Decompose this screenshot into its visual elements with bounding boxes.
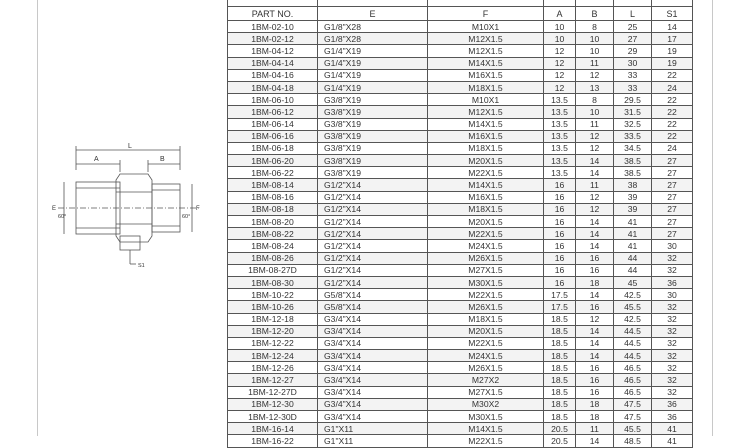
- cell-part-no: 1BM-12-27D: [228, 386, 318, 398]
- cell-b: 13: [576, 81, 614, 93]
- cell-a: 13.5: [544, 118, 576, 130]
- cell-l: 38: [614, 179, 652, 191]
- cell-a: 13.5: [544, 94, 576, 106]
- cell-s1: 22: [652, 106, 693, 118]
- cell-l: 44: [614, 264, 652, 276]
- cell-e: G1/4"X19: [318, 81, 428, 93]
- table-row: [228, 33, 693, 45]
- cell-a: 13.5: [544, 155, 576, 167]
- cell-s1: 22: [652, 118, 693, 130]
- cell-l: 33: [614, 69, 652, 81]
- cell-f: M30X2: [428, 398, 544, 410]
- cell-f: M10X1: [428, 94, 544, 106]
- cell-a: 16: [544, 252, 576, 264]
- cell-a: 18.5: [544, 325, 576, 337]
- cell-e: G3/4"X14: [318, 386, 428, 398]
- cell-f: M16X1.5: [428, 191, 544, 203]
- diagram-label-b: B: [160, 156, 165, 163]
- cell-b: 16: [576, 386, 614, 398]
- header-l: L: [614, 7, 652, 21]
- cell-s1: 24: [652, 81, 693, 93]
- cell-f: M14X1.5: [428, 57, 544, 69]
- cell-part-no: 1BM-08-30: [228, 276, 318, 288]
- cell-part-no: 1BM-04-16: [228, 69, 318, 81]
- cell-a: 16: [544, 179, 576, 191]
- cell-s1: 32: [652, 264, 693, 276]
- cell-a: 18.5: [544, 386, 576, 398]
- cell-f: M20X1.5: [428, 155, 544, 167]
- cell-e: G1/8"X28: [318, 33, 428, 45]
- cell-b: 14: [576, 240, 614, 252]
- cell-part-no: 1BM-06-16: [228, 130, 318, 142]
- cell-e: G3/4"X14: [318, 411, 428, 423]
- cell-s1: 32: [652, 374, 693, 386]
- cell-a: 16: [544, 216, 576, 228]
- table-row: [228, 57, 693, 69]
- cell-l: 34.5: [614, 142, 652, 154]
- cell-s1: 32: [652, 313, 693, 325]
- cell-l: 30: [614, 57, 652, 69]
- cell-e: G1/2"X14: [318, 228, 428, 240]
- fittings-spec-table: [227, 0, 693, 448]
- cell-b: 14: [576, 325, 614, 337]
- cell-a: 10: [544, 21, 576, 33]
- cell-f: M26X1.5: [428, 301, 544, 313]
- cell-b: 16: [576, 264, 614, 276]
- cell-e: G1/2"X14: [318, 216, 428, 228]
- cell-s1: 22: [652, 69, 693, 81]
- cell-l: 38.5: [614, 155, 652, 167]
- cell-s1: 32: [652, 252, 693, 264]
- header-part-no: PART NO.: [228, 7, 318, 21]
- cell-b: 10: [576, 45, 614, 57]
- cell-f: M10X1: [428, 21, 544, 33]
- cell-e: G1/2"X14: [318, 252, 428, 264]
- diagram-label-f: F: [196, 206, 200, 212]
- cell-e: G3/4"X14: [318, 374, 428, 386]
- cell-l: 45: [614, 276, 652, 288]
- cell-a: 16: [544, 203, 576, 215]
- cell-part-no: 1BM-16-22: [228, 435, 318, 447]
- cell-e: G1/4"X19: [318, 45, 428, 57]
- cell-s1: 32: [652, 325, 693, 337]
- cell-b: 14: [576, 155, 614, 167]
- cell-part-no: 1BM-06-18: [228, 142, 318, 154]
- cell-f: M12X1.5: [428, 33, 544, 45]
- cell-f: M22X1.5: [428, 435, 544, 447]
- table-row: [228, 398, 693, 410]
- cell-b: 14: [576, 289, 614, 301]
- cell-a: 20.5: [544, 435, 576, 447]
- cell-e: G1/2"X14: [318, 203, 428, 215]
- cell-e: G1"X11: [318, 435, 428, 447]
- cell-a: 13.5: [544, 106, 576, 118]
- cell-b: 18: [576, 276, 614, 288]
- cell-b: 8: [576, 94, 614, 106]
- cell-l: 33: [614, 81, 652, 93]
- cell-f: M20X1.5: [428, 216, 544, 228]
- header-a: A: [544, 7, 576, 21]
- cell-part-no: 1BM-04-12: [228, 45, 318, 57]
- table-row: [228, 130, 693, 142]
- cell-s1: 14: [652, 21, 693, 33]
- cell-e: G1/8"X28: [318, 21, 428, 33]
- cell-part-no: 1BM-12-30D: [228, 411, 318, 423]
- cell-b: 12: [576, 142, 614, 154]
- cell-f: M22X1.5: [428, 228, 544, 240]
- cell-s1: 32: [652, 301, 693, 313]
- cell-a: 16: [544, 276, 576, 288]
- cell-s1: 27: [652, 216, 693, 228]
- table-header-row: [228, 7, 693, 21]
- cell-part-no: 1BM-06-20: [228, 155, 318, 167]
- cell-s1: 27: [652, 179, 693, 191]
- cell-e: G5/8"X14: [318, 289, 428, 301]
- table-row: [228, 289, 693, 301]
- cell-e: G1"X11: [318, 423, 428, 435]
- cell-b: 11: [576, 118, 614, 130]
- header-f: F: [428, 7, 544, 21]
- table-row: [228, 423, 693, 435]
- cell-f: M22X1.5: [428, 289, 544, 301]
- table-row: [228, 45, 693, 57]
- cell-a: 17.5: [544, 301, 576, 313]
- cell-part-no: 1BM-08-24: [228, 240, 318, 252]
- cell-s1: 22: [652, 94, 693, 106]
- cell-a: 10: [544, 33, 576, 45]
- cell-b: 14: [576, 435, 614, 447]
- cell-e: G3/8"X19: [318, 106, 428, 118]
- cell-e: G3/4"X14: [318, 362, 428, 374]
- cell-l: 41: [614, 240, 652, 252]
- cell-part-no: 1BM-10-22: [228, 289, 318, 301]
- cell-l: 33.5: [614, 130, 652, 142]
- cell-s1: 27: [652, 191, 693, 203]
- cell-part-no: 1BM-08-16: [228, 191, 318, 203]
- cell-b: 18: [576, 398, 614, 410]
- cell-s1: 41: [652, 435, 693, 447]
- cell-part-no: 1BM-02-12: [228, 33, 318, 45]
- cell-part-no: 1BM-16-14: [228, 423, 318, 435]
- cell-b: 12: [576, 203, 614, 215]
- cell-f: M24X1.5: [428, 240, 544, 252]
- cell-part-no: 1BM-12-22: [228, 337, 318, 349]
- cell-s1: 30: [652, 289, 693, 301]
- cell-b: 11: [576, 57, 614, 69]
- table-row: [228, 21, 693, 33]
- table-row: [228, 301, 693, 313]
- cell-e: G3/4"X14: [318, 350, 428, 362]
- cell-l: 29.5: [614, 94, 652, 106]
- cell-l: 32.5: [614, 118, 652, 130]
- cell-s1: 27: [652, 155, 693, 167]
- cell-a: 16: [544, 228, 576, 240]
- header-e: E: [318, 7, 428, 21]
- table-row: [228, 411, 693, 423]
- cell-part-no: 1BM-08-20: [228, 216, 318, 228]
- table-row: [228, 276, 693, 288]
- table-row: [228, 81, 693, 93]
- cell-a: 12: [544, 45, 576, 57]
- cell-e: G3/8"X19: [318, 167, 428, 179]
- table-row: [228, 179, 693, 191]
- cell-e: G3/8"X19: [318, 155, 428, 167]
- cell-a: 20.5: [544, 423, 576, 435]
- cell-e: G3/4"X14: [318, 313, 428, 325]
- cell-b: 16: [576, 374, 614, 386]
- cell-b: 16: [576, 301, 614, 313]
- cell-a: 18.5: [544, 337, 576, 349]
- cell-l: 48.5: [614, 435, 652, 447]
- cell-s1: 36: [652, 276, 693, 288]
- cell-l: 31.5: [614, 106, 652, 118]
- cell-s1: 30: [652, 240, 693, 252]
- cell-f: M18X1.5: [428, 203, 544, 215]
- cell-f: M22X1.5: [428, 167, 544, 179]
- cell-l: 42.5: [614, 289, 652, 301]
- cell-f: M22X1.5: [428, 337, 544, 349]
- cell-b: 14: [576, 350, 614, 362]
- cell-l: 45.5: [614, 423, 652, 435]
- cell-e: G3/4"X14: [318, 337, 428, 349]
- cell-a: 18.5: [544, 313, 576, 325]
- header-s1: S1: [652, 7, 693, 21]
- cell-b: 11: [576, 179, 614, 191]
- table-row: [228, 386, 693, 398]
- cell-b: 8: [576, 21, 614, 33]
- cell-a: 18.5: [544, 411, 576, 423]
- cell-e: G3/8"X19: [318, 142, 428, 154]
- cell-b: 16: [576, 252, 614, 264]
- cell-a: 17.5: [544, 289, 576, 301]
- cell-l: 45.5: [614, 301, 652, 313]
- cell-f: M26X1.5: [428, 362, 544, 374]
- cell-f: M27X2: [428, 374, 544, 386]
- cell-a: 13.5: [544, 142, 576, 154]
- cell-f: M20X1.5: [428, 325, 544, 337]
- diagram-label-a: A: [94, 156, 99, 163]
- cell-part-no: 1BM-06-10: [228, 94, 318, 106]
- table-row: [228, 167, 693, 179]
- cell-f: M14X1.5: [428, 179, 544, 191]
- cell-f: M16X1.5: [428, 69, 544, 81]
- cell-e: G1/2"X14: [318, 240, 428, 252]
- cell-b: 12: [576, 191, 614, 203]
- cell-part-no: 1BM-06-14: [228, 118, 318, 130]
- cell-s1: 36: [652, 411, 693, 423]
- cell-l: 42.5: [614, 313, 652, 325]
- diagram-label-e: E: [52, 206, 57, 212]
- table-row: [228, 252, 693, 264]
- table-row: [228, 362, 693, 374]
- table-row: [228, 118, 693, 130]
- cell-l: 46.5: [614, 374, 652, 386]
- cell-part-no: 1BM-08-22: [228, 228, 318, 240]
- cell-e: G3/4"X14: [318, 325, 428, 337]
- table-row: [228, 106, 693, 118]
- cell-f: M16X1.5: [428, 130, 544, 142]
- cell-a: 16: [544, 191, 576, 203]
- cell-b: 10: [576, 33, 614, 45]
- cell-l: 41: [614, 216, 652, 228]
- cell-l: 39: [614, 191, 652, 203]
- cell-e: G1/4"X19: [318, 57, 428, 69]
- cell-f: M27X1.5: [428, 386, 544, 398]
- cell-e: G3/8"X19: [318, 130, 428, 142]
- cell-a: 18.5: [544, 362, 576, 374]
- cell-f: M14X1.5: [428, 118, 544, 130]
- cell-f: M18X1.5: [428, 81, 544, 93]
- table-row: [228, 435, 693, 447]
- cell-l: 41: [614, 228, 652, 240]
- cell-e: G3/8"X19: [318, 94, 428, 106]
- table-row: [228, 374, 693, 386]
- cell-l: 47.5: [614, 398, 652, 410]
- cell-l: 46.5: [614, 386, 652, 398]
- cell-part-no: 1BM-04-14: [228, 57, 318, 69]
- cell-l: 44: [614, 252, 652, 264]
- cell-part-no: 1BM-08-14: [228, 179, 318, 191]
- cell-l: 44.5: [614, 337, 652, 349]
- table-row: [228, 325, 693, 337]
- cell-e: G1/2"X14: [318, 191, 428, 203]
- cell-f: M12X1.5: [428, 106, 544, 118]
- cell-e: G1/2"X14: [318, 179, 428, 191]
- cell-part-no: 1BM-12-18: [228, 313, 318, 325]
- cell-l: 25: [614, 21, 652, 33]
- cell-f: M26X1.5: [428, 252, 544, 264]
- cell-a: 12: [544, 81, 576, 93]
- cell-part-no: 1BM-02-10: [228, 21, 318, 33]
- cell-b: 18: [576, 411, 614, 423]
- cell-s1: 32: [652, 350, 693, 362]
- cell-l: 38.5: [614, 167, 652, 179]
- cell-f: M14X1.5: [428, 423, 544, 435]
- cell-e: G3/4"X14: [318, 398, 428, 410]
- cell-f: M30X1.5: [428, 411, 544, 423]
- cell-part-no: 1BM-12-20: [228, 325, 318, 337]
- cell-f: M24X1.5: [428, 350, 544, 362]
- cell-b: 14: [576, 228, 614, 240]
- cell-a: 18.5: [544, 374, 576, 386]
- cell-e: G1/2"X14: [318, 276, 428, 288]
- cell-part-no: 1BM-08-27D: [228, 264, 318, 276]
- cell-s1: 17: [652, 33, 693, 45]
- table-row: [228, 337, 693, 349]
- table-row: [228, 142, 693, 154]
- cell-e: G3/8"X19: [318, 118, 428, 130]
- cell-l: 27: [614, 33, 652, 45]
- cell-a: 16: [544, 264, 576, 276]
- cell-a: 18.5: [544, 398, 576, 410]
- cell-part-no: 1BM-12-30: [228, 398, 318, 410]
- cell-b: 14: [576, 167, 614, 179]
- cell-b: 11: [576, 423, 614, 435]
- cell-f: M30X1.5: [428, 276, 544, 288]
- cell-s1: 32: [652, 386, 693, 398]
- table-row: [228, 191, 693, 203]
- cell-l: 29: [614, 45, 652, 57]
- cell-s1: 19: [652, 57, 693, 69]
- cell-s1: 41: [652, 423, 693, 435]
- cell-b: 12: [576, 130, 614, 142]
- cell-part-no: 1BM-12-27: [228, 374, 318, 386]
- cell-e: G1/4"X19: [318, 69, 428, 81]
- table-row: [228, 203, 693, 215]
- cell-s1: 27: [652, 228, 693, 240]
- cell-part-no: 1BM-04-18: [228, 81, 318, 93]
- table-row: [228, 155, 693, 167]
- cell-part-no: 1BM-12-24: [228, 350, 318, 362]
- cell-a: 13.5: [544, 130, 576, 142]
- cell-b: 14: [576, 216, 614, 228]
- cell-b: 10: [576, 106, 614, 118]
- cell-s1: 27: [652, 167, 693, 179]
- cell-a: 12: [544, 69, 576, 81]
- table-row: [228, 350, 693, 362]
- table-row: [228, 69, 693, 81]
- cell-f: M27X1.5: [428, 264, 544, 276]
- cell-l: 39: [614, 203, 652, 215]
- diagram-label-l: L: [128, 143, 132, 150]
- table-row: [228, 264, 693, 276]
- cell-b: 12: [576, 69, 614, 81]
- cell-l: 44.5: [614, 325, 652, 337]
- cell-s1: 32: [652, 337, 693, 349]
- cell-a: 18.5: [544, 350, 576, 362]
- cell-b: 14: [576, 337, 614, 349]
- cell-part-no: 1BM-10-26: [228, 301, 318, 313]
- cell-f: M18X1.5: [428, 142, 544, 154]
- cell-f: M18X1.5: [428, 313, 544, 325]
- header-b: B: [576, 7, 614, 21]
- table-row: [228, 313, 693, 325]
- cell-s1: 32: [652, 362, 693, 374]
- cell-s1: 24: [652, 142, 693, 154]
- cell-s1: 22: [652, 130, 693, 142]
- cell-l: 47.5: [614, 411, 652, 423]
- cell-e: G1/2"X14: [318, 264, 428, 276]
- diagram-label-s1: S1: [138, 263, 145, 269]
- table-row: [228, 94, 693, 106]
- cell-part-no: 1BM-08-18: [228, 203, 318, 215]
- cell-a: 12: [544, 57, 576, 69]
- diagram-label-angle-right: 60°: [182, 214, 191, 220]
- cell-a: 13.5: [544, 167, 576, 179]
- diagram-label-angle-left: 60°: [58, 214, 67, 220]
- cell-s1: 27: [652, 203, 693, 215]
- table-row: [228, 216, 693, 228]
- cell-part-no: 1BM-06-22: [228, 167, 318, 179]
- cell-b: 12: [576, 313, 614, 325]
- cell-b: 16: [576, 362, 614, 374]
- table-row: [228, 228, 693, 240]
- table-row: [228, 240, 693, 252]
- cell-s1: 36: [652, 398, 693, 410]
- cell-e: G5/8"X14: [318, 301, 428, 313]
- cell-part-no: 1BM-06-12: [228, 106, 318, 118]
- cell-part-no: 1BM-12-26: [228, 362, 318, 374]
- cell-a: 16: [544, 240, 576, 252]
- cell-f: M12X1.5: [428, 45, 544, 57]
- cell-part-no: 1BM-08-26: [228, 252, 318, 264]
- cell-l: 46.5: [614, 362, 652, 374]
- fitting-diagram: [44, 140, 214, 280]
- cell-l: 44.5: [614, 350, 652, 362]
- cell-s1: 19: [652, 45, 693, 57]
